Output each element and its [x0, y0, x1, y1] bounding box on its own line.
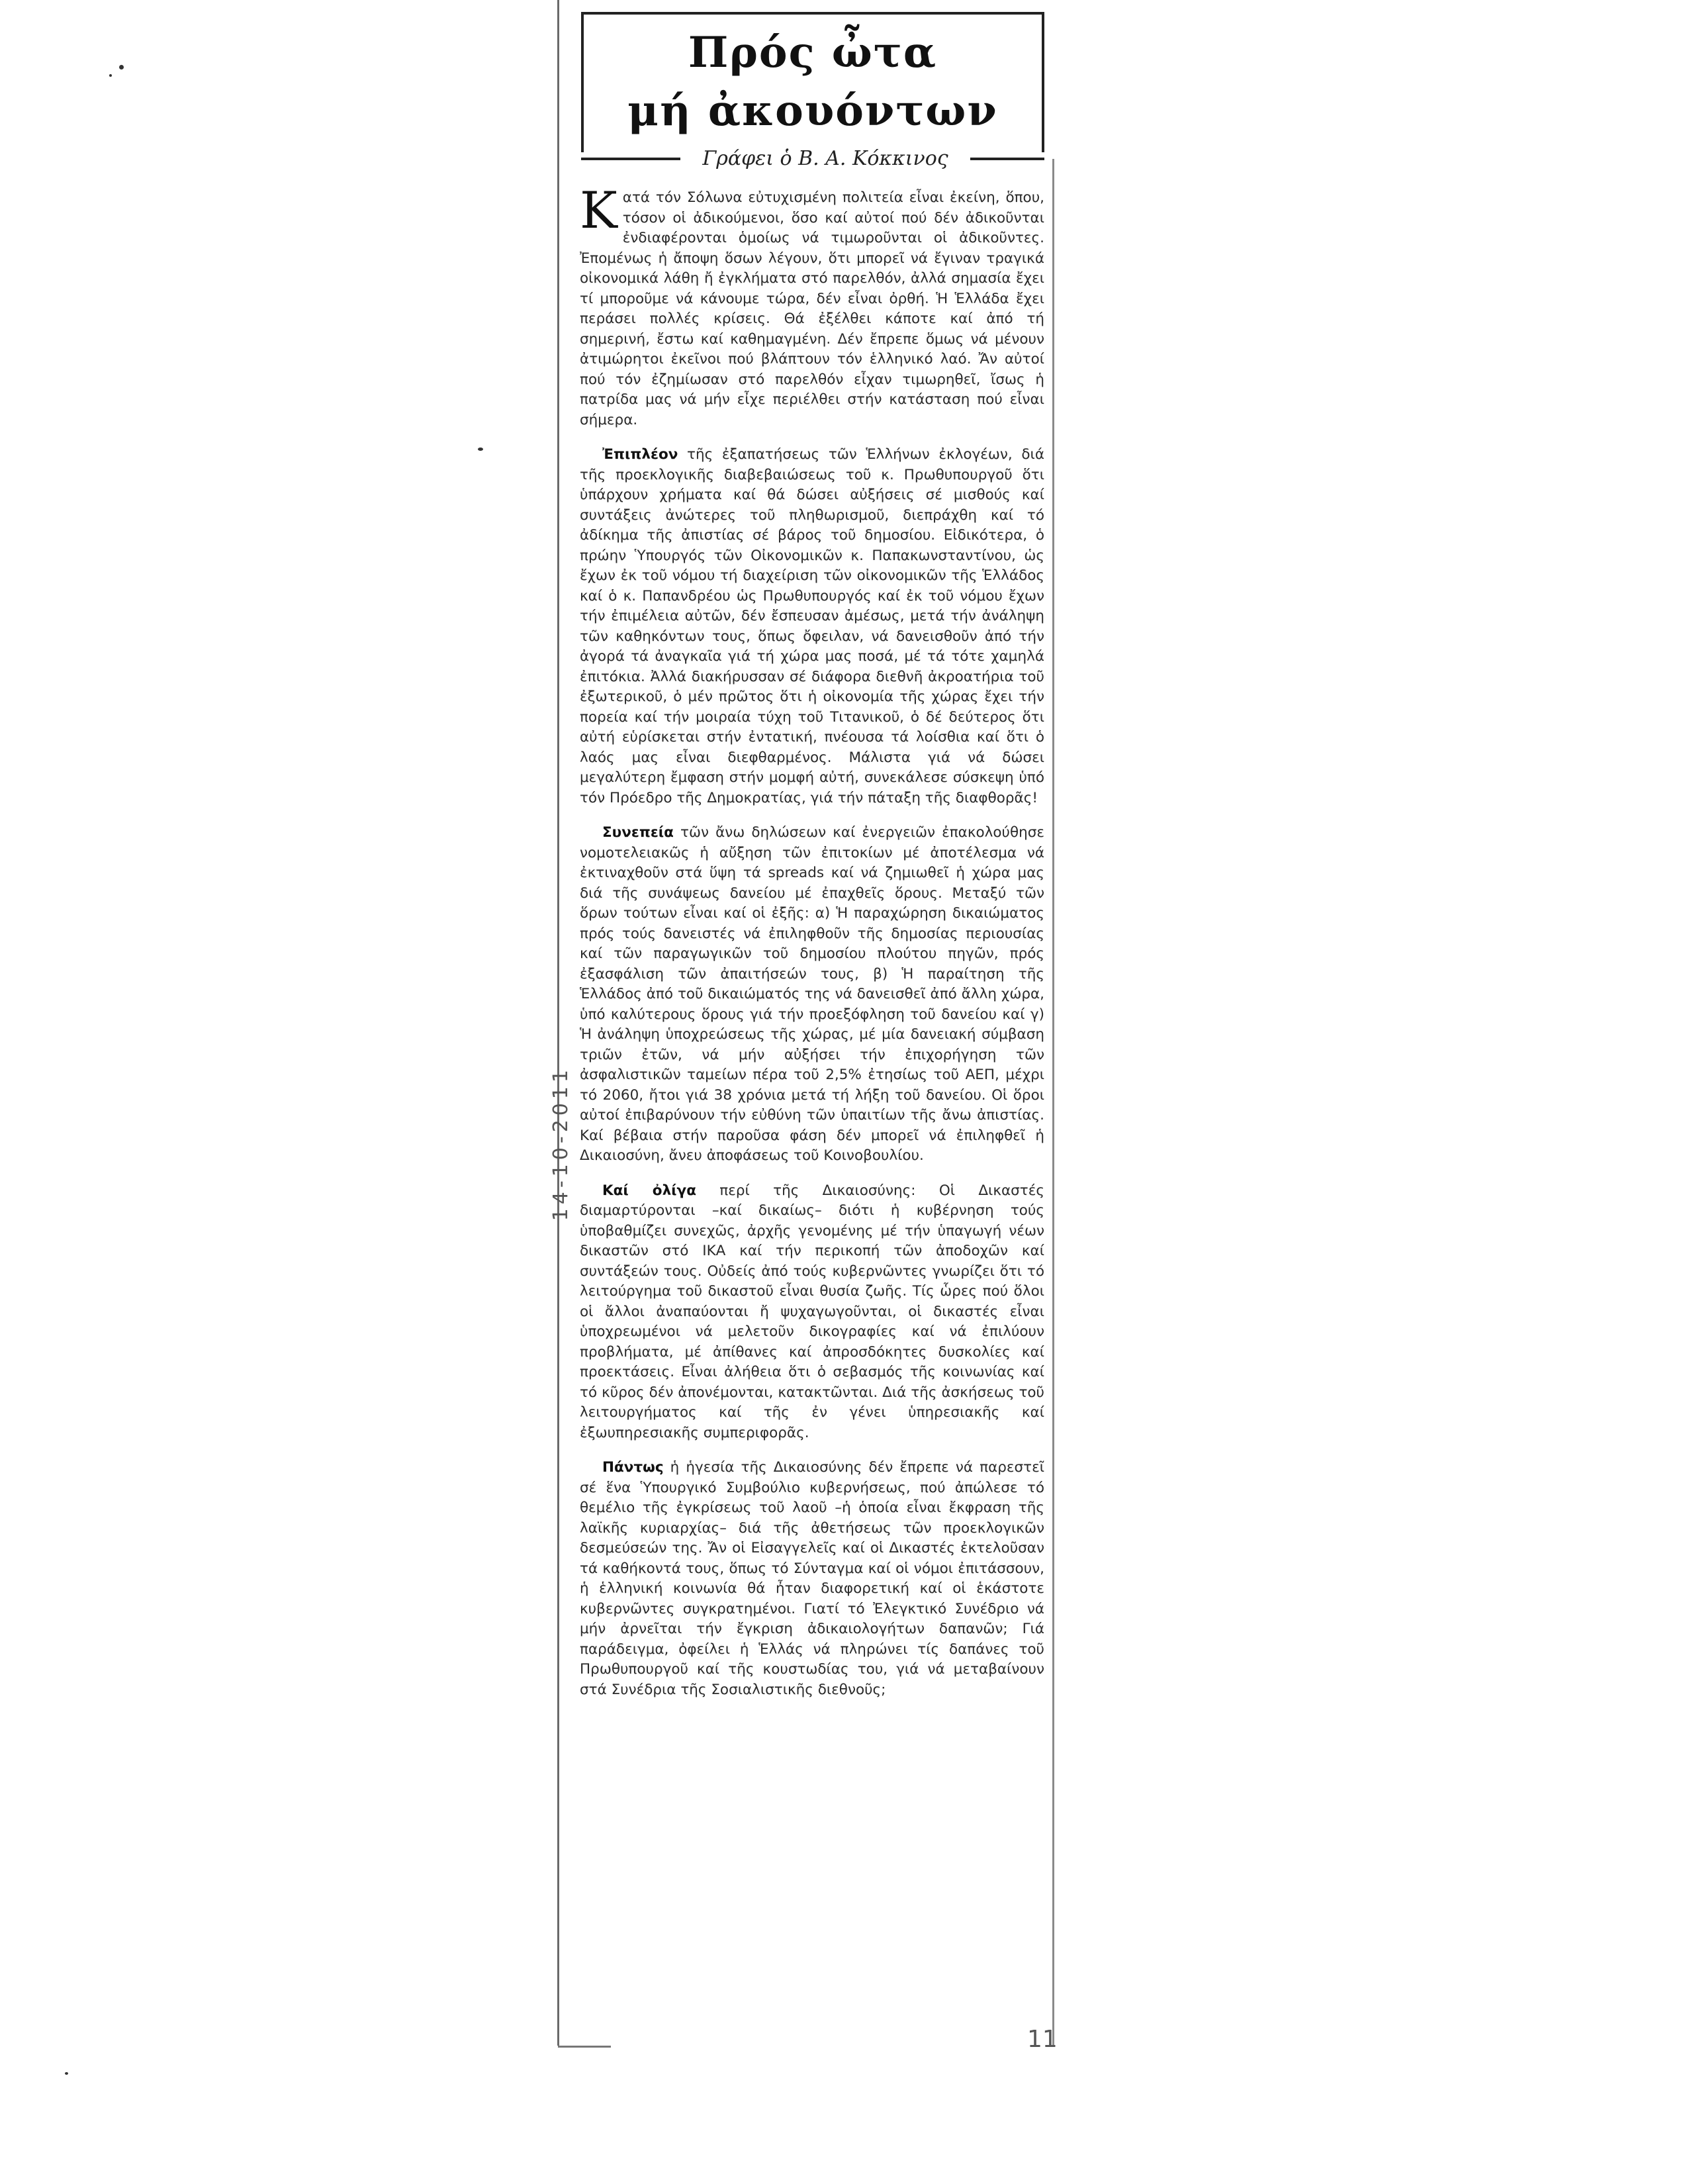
article-body — [580, 181, 1044, 1715]
article-paragraph-1 — [580, 181, 1044, 430]
scan-speck — [119, 65, 124, 70]
scan-speck — [65, 2072, 68, 2075]
article-paragraph-4 — [580, 1181, 1044, 1444]
headline — [581, 24, 1044, 140]
clipping-right-rule — [1052, 159, 1054, 2046]
article-paragraph-3 — [580, 823, 1044, 1166]
paragraph-3-lead: Συνεπεία — [602, 824, 674, 841]
paragraph-3-text: τῶν ἄνω δηλώσεων καί ἐνεργειῶν ἐπακολούθησε νομοτελειακῶς ἡ αὔξηση τῶν ἐπιτοκίων μέ ἀποτέλεσμα νά ἐκτιναχθοῦν στά ὕψη τά spreads καί νά ζημιωθεῖ ἡ χώρα μας διά τῆς συνάψεως δανείου μέ ἐπαχθεῖς ὅρους. Μεταξύ τῶν ὅρων τούτων εἶναι καί οἱ ἐξῆς: α) Ἡ παραχώρηση δικαιώματος πρός τούς δανειστές νά ἐπιληφθοῦν τῆς δημοσίας περιουσίας καί τῶν παραγωγικῶν τοῦ δημοσίου πλούτου πηγῶν, πρός ἐξασφάλιση τῶν ἀπαιτήσεών τους, β) Ἡ παραίτηση τῆς Ἑλλάδος ἀπό τοῦ δικαιώματός της νά δανεισθεῖ ἀπό ἄλλη χώρα, ὑπό καλύτερους ὅρους γιά τήν προεξόφληση τοῦ δανείου καί γ) Ἡ ἀνάληψη ὑποχρεώσεως τῆς χώρας, μέ μία δανειακή σύμβαση τριῶν ἐτῶν, νά μήν αὐξήσει τήν ἐπιχορήγηση τῶν ἀσφαλιστικῶν ταμείων πέρα τοῦ 2,5% ἐτησίως τοῦ ΑΕΠ, μέχρι τό 2060, ἤτοι γιά 38 χρόνια μετά τή λήξη τοῦ δανείου. Οἱ ὅροι αὐτοί ἐπιβαρύνουν τήν εὐθύνη τῶν ὑπαιτίων τῆς ἄνω ἀπιστίας. Καί βέβαια στήν παροῦσα φάση δέν μπορεῖ νά ἐπιληφθεῖ ἡ Δικαιοσύνη, ἄνευ ἀποφάσεως τοῦ Κοινοβουλίου. — [580, 824, 1044, 1164]
clipping-left-rule — [557, 0, 559, 2046]
byline-row — [581, 140, 1044, 177]
end-mark: 11 — [1027, 2026, 1058, 2053]
paragraph-1-text: ατά τόν Σόλωνα εὐτυχισμένη πολιτεία εἶναι ἐκείνη, ὅπου, τόσον οἱ ἀδικούμενοι, ὅσο καί αὐτοί πού δέν ἀδικοῦνται ἐνδιαφέρονται ὁμοίως νά τιμωροῦνται οἱ ἀδικοῦντες. Ἐπομένως ἡ ἄποψη ὅσων λέγουν, ὅτι μπορεῖ νά ἔγιναν τραγικά οἰκονομικά λάθη ἤ ἐγκλήματα στό παρελθόν, ἀλλά σημασία ἔχει τί μποροῦμε νά κάνουμε τώρα, δέν εἶναι ὀρθή. Ἡ Ἑλλάδα ἔχει περάσει πολλές κρίσεις. Θά ἐξέλθει κάποτε καί ἀπό τή σημερινή, ἔστω καί καθημαγμένη. Δέν ἔπρεπε ὅμως νά μένουν ἀτιμώρητοι ἐκεῖνοι πού βλάπτουν τόν ἑλληνικό λαό. Ἄν αὐτοί πού τόν ἐζημίωσαν στό παρελθόν εἶχαν τιμωρηθεῖ, ἴσως ἡ πατρίδα μας νά μήν εἶχε περιέλθει στήν κατάσταση πού εἶναι σήμερα. — [580, 189, 1044, 428]
paragraph-4-lead: Καί ὀλίγα — [602, 1182, 696, 1199]
scan-speck — [478, 448, 483, 451]
byline-rule-right — [970, 158, 1044, 160]
paragraph-4-text: περί τῆς Δικαιοσύνης: Οἱ Δικαστές διαμαρτύρονται –καί δικαίως– διότι ἡ κυβέρνηση τούς ὑποβαθμίζει συνεχῶς, ἀρχῆς γενομένης μέ τήν ὑπαγωγή νέων δικαστῶν στό ΙΚΑ καί τήν περικοπή τῶν ἀποδοχῶν καί συντάξεών τους. Οὐδείς ἀπό τούς κυβερνῶντες γνωρίζει ὅτι τό λειτούργημα τοῦ δικαστοῦ εἶναι θυσία ζωῆς. Τίς ὧρες πού ὅλοι οἱ ἄλλοι ἀναπαύονται ἤ ψυχαγωγοῦνται, οἱ δικαστές εἶναι ὑποχρεωμένοι νά μελετοῦν δικογραφίες καί νά ἐπιλύουν προβλήματα, μέ ἀπίθανες καί ἀπροσδόκητες δυσκολίες καί προεκτάσεις. Εἶναι ἀλήθεια ὅτι ὁ σεβασμός τῆς κοινωνίας καί τό κῦρος δέν ἀπονέμονται, κατακτῶνται. Διά τῆς ἀσκήσεως τοῦ λειτουργήματος καί τῆς ἐν γένει ὑπηρεσιακῆς καί ἐξωυπηρεσιακῆς συμπεριφορᾶς. — [580, 1182, 1044, 1441]
handwritten-date: 14-10-2011 — [549, 1066, 572, 1221]
article-paragraph-5 — [580, 1458, 1044, 1700]
headline-line-2: μή ἀκουόντων — [627, 86, 998, 136]
paragraph-5-text: ἡ ἡγεσία τῆς Δικαιοσύνης δέν ἔπρεπε νά παρεστεῖ σέ ἕνα Ὑπουργικό Συμβούλιο κυβερνήσεως, πού ἀπώλεσε τό θεμέλιο τῆς ἐγκρίσεως τοῦ λαοῦ –ἡ ὁποία εἶναι ἔκφραση τῆς λαϊκῆς κυριαρχίας– διά τῆς ἀθετήσεως τῶν προεκλογικῶν δεσμεύσεών της. Ἄν οἱ Εἰσαγγελεῖς καί οἱ Δικαστές ἐκτελοῦσαν τά καθήκοντά τους, ὅπως τό Σύνταγμα καί οἱ νόμοι ἐπιτάσσουν, ἡ ἑλληνική κοινωνία θά ἦταν διαφορετική καί οἱ ἑκάστοτε κυβερνῶντες συγκρατημένοι. Γιατί τό Ἐλεγκτικό Συνέδριο νά μήν ἀρνεῖται τήν ἔγκριση ἀδικαιολογήτων δαπανῶν; Γιά παράδειγμα, ὀφείλει ἡ Ἑλλάς νά πληρώνει τίς δαπάνες τοῦ Πρωθυπουργοῦ καί τῆς κουστωδίας του, γιά νά μεταβαίνουν στά Συνέδρια τῆς Σοσιαλιστικῆς διεθνοῦς; — [580, 1459, 1044, 1698]
scan-speck — [109, 74, 112, 77]
paragraph-2-text: τῆς ἐξαπατήσεως τῶν Ἑλλήνων ἐκλογέων, διά τῆς προεκλογικῆς διαβεβαιώσεως τοῦ κ. Πρωθυπουργοῦ ὅτι ὑπάρχουν χρήματα καί θά δώσει αὐξήσεις σέ μισθούς καί συντάξεις ἀνώτερες τοῦ πληθωρισμοῦ, διεπράχθη καί τό ἀδίκημα τῆς ἀπιστίας σέ βάρος τοῦ δημοσίου. Εἰδικότερα, ὁ πρώην Ὑπουργός τῶν Οἰκονομικῶν κ. Παπακωνσταντίνου, ὡς ἔχων ἐκ τοῦ νόμου τή διαχείριση τῶν οἰκονομικῶν τῆς Ἑλλάδος καί ὁ κ. Παπανδρέου ὡς Πρωθυπουργός καί ἐκ τοῦ νόμου ἔχων τήν ἐπιμέλεια αὐτῶν, δέν ἔσπευσαν ἀμέσως, μετά τήν ἀνάληψη τῶν καθηκόντων τους, ὅπως ὄφειλαν, νά δανεισθοῦν ἀπό τήν ἀγορά τά ἀναγκαῖα γιά τή χώρα μας ποσά, μέ τά τότε χαμηλά ἐπιτόκια. Ἀλλά διακήρυσσαν σέ διάφορα διεθνῆ ἀκροατήρια τοῦ ἐξωτερικοῦ, ὁ μέν πρῶτος ὅτι ἡ οἰκονομία τῆς χώρας ἔχει τήν πορεία καί τήν μοιραία τύχη τοῦ Τιτανικοῦ, ὁ δέ δεύτερος ὅτι αὐτή εὑρίσκεται στήν ἐντατική, πνέουσα τά λοίσθια καί ὅτι ὁ λαός μας εἶναι διεφθαρμένος. Μάλιστα γιά νά δώσει μεγαλύτερη ἔμφαση στήν μομφή αὐτή, συνεκάλεσε σύσκεψη ὑπό τόν Πρόεδρο τῆς Δημοκρατίας, γιά τήν πάταξη τῆς διαφθορᾶς! — [580, 446, 1044, 806]
byline-rule-left — [581, 158, 680, 160]
paragraph-2-lead: Ἐπιπλέον — [602, 446, 678, 463]
byline: Γράφει ὁ Β. Α. Κόκκινος — [702, 147, 948, 170]
clipping-bottom-rule — [558, 2046, 611, 2048]
paragraph-5-lead: Πάντως — [602, 1459, 664, 1476]
drop-cap: Κ — [580, 181, 617, 240]
headline-line-1: Πρός ὦτα — [688, 28, 938, 77]
article-paragraph-2 — [580, 445, 1044, 808]
